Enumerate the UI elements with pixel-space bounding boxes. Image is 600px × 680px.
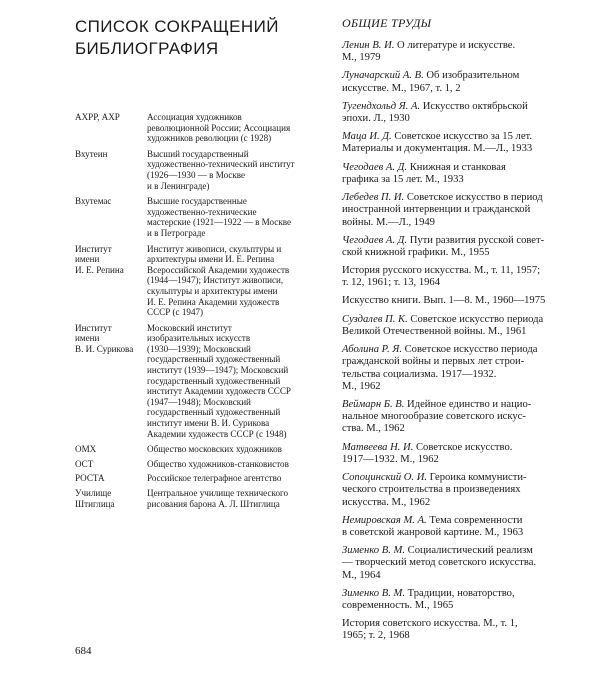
bibliography-section-heading: ОБЩИЕ ТРУДЫ (342, 16, 432, 30)
title-line-bibliography: БИБЛИОГРАФИЯ (75, 39, 219, 58)
bibliography-text: Об изобразительном искусстве. М., 1967, т. 1, 2 (342, 70, 520, 94)
bibliography-author: Чегодаев А. Д. (342, 234, 408, 246)
bibliography-entry (342, 545, 578, 582)
bibliography-author: Чегодаев А. Д. (342, 161, 408, 173)
abbreviation-definition: Институт живописи, скульптуры и архитектуры имени И. Е. Репина Всероссийской Академии художеств (1944—1947); Институт живописи, скульптуры и архитектуры имени И. Е. Репина Академии художеств СССР (с 1947) (147, 243, 290, 318)
abbreviation-term: ОМХ (75, 444, 97, 455)
bibliography-text: История русского искусства. М., т. 11, 1957; т. 12, 1961; т. 13, 1964 (342, 265, 541, 289)
bibliography-text: Пути развития русской совет- ской книжной графики. М., 1955 (342, 234, 545, 258)
bibliography-author: Веймарн Б. В. (342, 398, 405, 410)
bibliography-author: Сопоцинский О. И. (342, 471, 428, 483)
bibliography-text: Советское искусство периода гражданской войны и первых лет строи- тельства социализма. 1917—1932. М., 1962 (342, 343, 538, 392)
bibliography-text: Книжная и станковая графика за 15 лет. М., 1933 (342, 161, 506, 185)
bibliography-entry (342, 344, 578, 393)
bibliography-author: Суздалев П. К. (342, 313, 408, 325)
abbreviation-entry (75, 196, 315, 238)
bibliography-text: Традиции, новаторство, современность. М., 1965 (342, 587, 515, 612)
bibliography-text: Советское искусство периода Великой Отечественной войны. М., 1961 (342, 313, 544, 337)
bibliography-text: Героика коммунисти- ческого строительства в произведениях искусства. М., 1962 (342, 471, 527, 508)
bibliography-text: Советское искусство за 15 лет. Материалы и документация. М.—Л., 1933 (342, 131, 533, 155)
abbreviation-definition: Центральное училище технического рисования барона А. Л. Штиглица (147, 488, 289, 509)
abbreviation-list (75, 112, 315, 514)
abbreviation-definition: Высшие государственные художественно-технические мастерские (1921—1922 — в Москве и в Петрограде (147, 196, 292, 238)
bibliography-text: Тема современности в советской жанровой картине. М., 1963 (342, 514, 524, 538)
abbreviation-term: Институт имени И. Е. Репина (75, 243, 124, 275)
bibliography-entry (342, 235, 578, 260)
bibliography-entry (342, 162, 578, 187)
bibliography-text: Идейное единство и нацио- нальное многообразие советского искус- ства. М., 1962 (342, 398, 532, 435)
bibliography-text: Советское искусство. 1917—1932. М., 1962 (342, 441, 513, 465)
abbreviation-term: Институт имени В. И. Сурикова (75, 322, 134, 354)
title-line-abbreviations: СПИСОК СОКРАЩЕНИЙ (75, 17, 279, 36)
bibliography-author: Маца И. Д. (342, 131, 392, 143)
abbreviation-entry (75, 112, 315, 144)
abbreviation-entry (75, 149, 315, 191)
bibliography-entry (342, 265, 578, 290)
abbreviation-definition: Ассоциация художников революционной России; Ассоциация художников революции (с 1928) (147, 112, 291, 144)
bibliography-text: Советское искусство в период иностранной интервенции и гражданской войны. М.—Л., 1949 (342, 191, 543, 228)
bibliography-author: Матвеева Н. И. (342, 441, 414, 453)
bibliography-entry (342, 101, 578, 126)
bibliography-entry (342, 295, 578, 307)
abbreviation-definition: Общество художников-станковистов (147, 458, 289, 469)
bibliography-text: Искусство октябрьской эпохи. Л., 1930 (342, 100, 528, 125)
abbreviation-term: Вхутеин (75, 148, 108, 159)
abbreviation-term: ОСТ (75, 458, 94, 469)
bibliography-entry (342, 399, 578, 436)
abbreviation-term: АХРР, АХР (75, 112, 120, 122)
bibliography-entry (342, 472, 578, 509)
abbreviation-entry (75, 323, 315, 440)
bibliography-author: Зименко В. М. (342, 545, 405, 557)
bibliography-author: Лебедев П. И. (342, 191, 405, 203)
bibliography-text: Искусство книги. Вып. 1—8. М., 1960—1975 (342, 295, 546, 307)
bibliography-author: Немировская М. А. (342, 514, 427, 526)
bibliography-text: История советского искусства. М., т. 1, 1965; т. 2, 1968 (342, 618, 518, 642)
bibliography-entry (342, 515, 578, 540)
page-title (75, 16, 279, 60)
abbreviation-term: Училище Штиглица (75, 488, 115, 509)
abbreviation-definition: Московский институт изобразительных искусств (1930—1939); Московский государственный художественный институт (1939—1947); Московский государственный художественный институт Академии художеств СССР (1947—1948); Московский государственный художественный институт имени В. И. Сурикова Академии художеств СССР (с 1948) (147, 322, 291, 439)
abbreviation-term: РОСТА (75, 473, 105, 484)
bibliography-author: Аболина Р. Я. (342, 343, 402, 355)
bibliography-text: О литературе и искусстве. М., 1979 (342, 40, 516, 64)
bibliography-author: Зименко В. М. (342, 587, 405, 599)
bibliography-entry (342, 192, 578, 229)
bibliography-entry (342, 70, 578, 95)
page-number: 684 (75, 645, 92, 657)
abbreviation-definition: Общество московских художников (147, 444, 282, 455)
bibliography-list (342, 40, 578, 649)
bibliography-entry (342, 588, 578, 613)
abbreviation-term: Вхутемас (75, 196, 112, 207)
abbreviation-entry (75, 459, 315, 470)
bibliography-author: Тугендхольд Я. А. (342, 100, 421, 112)
abbreviation-entry (75, 473, 315, 484)
bibliography-author: Луначарский А. В. (342, 70, 424, 82)
abbreviation-definition: Высший государственный художественно-технический институт (1926—1930 — в Москве и в Ленинграде) (147, 148, 295, 191)
bibliography-text: Социалистический реализм — творческий метод советского искусства. М., 1964 (342, 545, 537, 581)
abbreviation-entry (75, 488, 315, 509)
bibliography-entry (342, 40, 578, 65)
bibliography-entry (342, 131, 578, 156)
bibliography-entry (342, 442, 578, 467)
abbreviation-entry (75, 244, 315, 318)
bibliography-entry (342, 618, 578, 643)
bibliography-entry (342, 314, 578, 339)
bibliography-author: Ленин В. И. (342, 40, 395, 51)
abbreviation-definition: Российское телеграфное агентство (147, 473, 282, 484)
abbreviation-entry (75, 444, 315, 455)
